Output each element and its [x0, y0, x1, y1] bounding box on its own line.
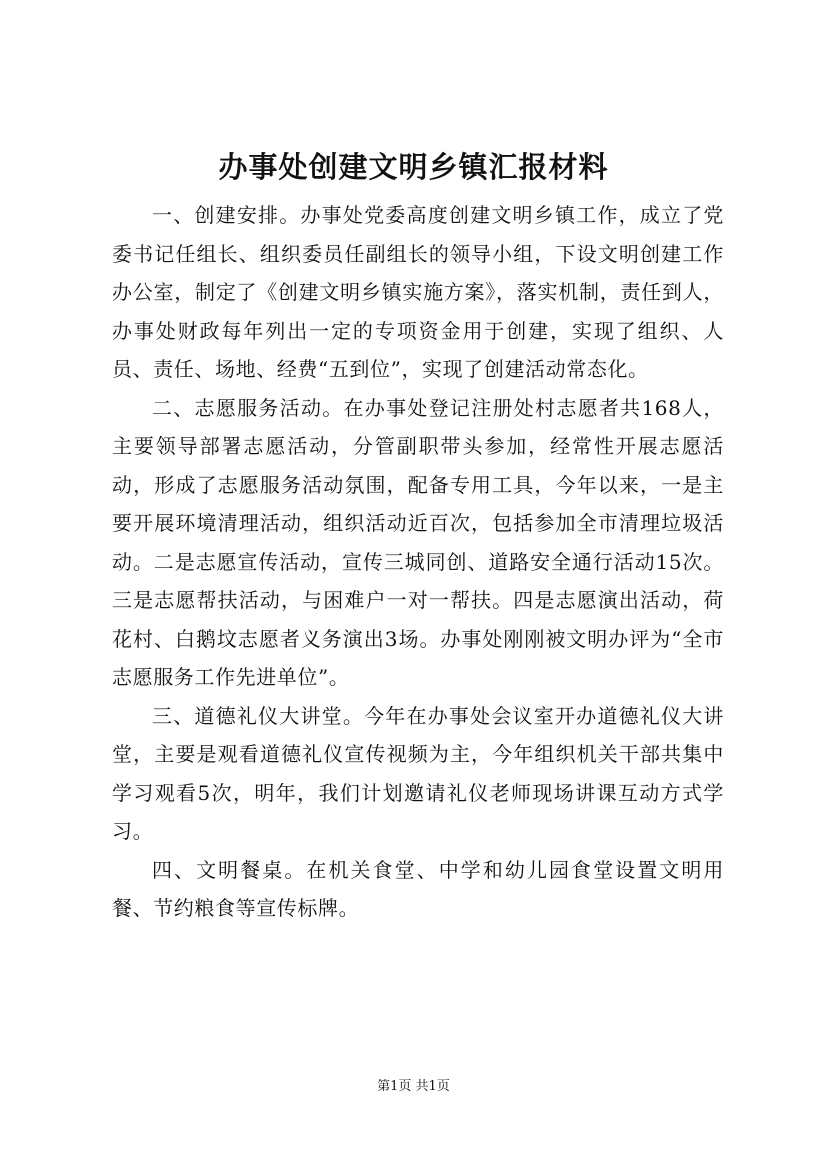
- paragraph-4: 四、文明餐桌。在机关食堂、中学和幼儿园食堂设置文明用餐、节约粮食等宣传标牌。: [112, 857, 724, 920]
- page-footer: 第1页 共1页: [377, 1079, 450, 1094]
- document-body: [112, 196, 724, 928]
- paragraph-3: 三、道德礼仪大讲堂。今年在办事处会议室开办道德礼仪大讲堂，主要是观看道德礼仪宣传视频为主，今年组织机关干部共集中学习观看5次，明年，我们计划邀请礼仪老师现场讲课互动方式学习。: [112, 703, 724, 843]
- paragraph-1: 一、创建安排。办事处党委高度创建文明乡镇工作，成立了党委书记任组长、组织委员任副组长的领导小组，下设文明创建工作办公室，制定了《创建文明乡镇实施方案》，落实机制，责任到人，办事处财政每年列出一定的专项资金用于创建，实现了组织、人员、责任、场地、经费“五到位”，实现了创建活动常态化。: [112, 203, 724, 381]
- document-title: 办事处创建文明乡镇汇报材料: [218, 150, 609, 184]
- paragraph-2: 二、志愿服务活动。在办事处登记注册处村志愿者共168人，主要领导部署志愿活动，分管副职带头参加，经常性开展志愿活动，形成了志愿服务活动氛围，配备专用工具，今年以来，一是主要开展环境清理活动，组织活动近百次，包括参加全市清理垃圾活动。二是志愿宣传活动，宣传三城同创、道路安全通行活动15次。三是志愿帮扶活动，与困难户一对一帮扶。四是志愿演出活动，荷花村、白鹅坟志愿者义务演出3场。办事处刚刚被文明办评为“全市志愿服务工作先进单位”。: [112, 395, 724, 689]
